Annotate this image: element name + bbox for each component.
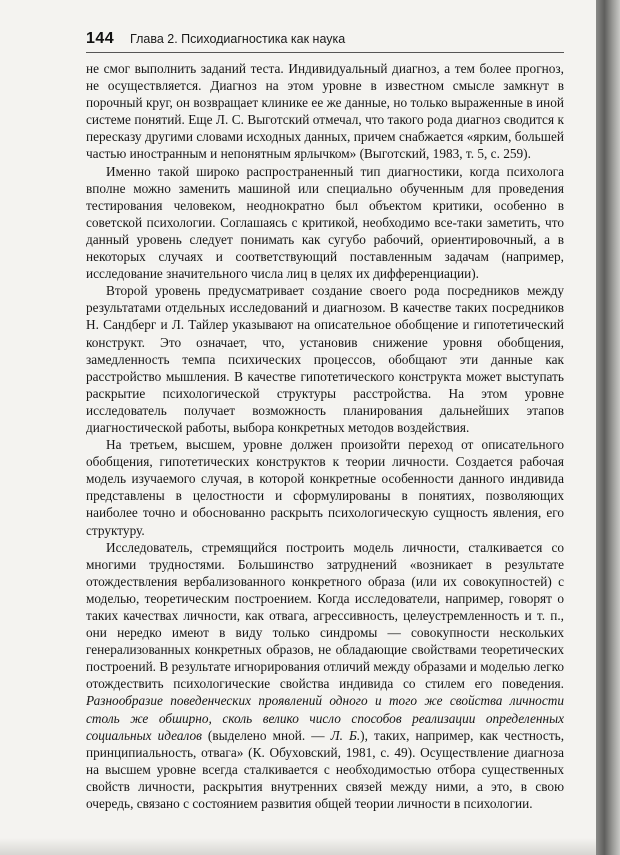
page-header xyxy=(86,30,566,52)
paragraph-3: Второй уровень предусматривает создание своего рода посредников между результатами отдельных исследований и диагнозом. В качестве таких посредников Н. Сандберг и Л. Тайлер указывают на описательное обобщение и гипотетический конструкт. Это означает, что, установив снижение уровня обобщения, замедленность темпа психических процессов, обобщают эти данные как расстройство мышления. В качестве гипотетического конструкта может выступать раскрытие психологической структуры расстройства. На этом уровне исследователь получает возможность планирования дальнейших этапов диагностической работы, выбора конкретных методов воздействия. xyxy=(86,283,564,435)
paragraph-2: Именно такой широко распространенный тип диагностики, когда психолога вполне можно заменить машиной или специально обученным для проведения тестирования человеком, неоднократно был объектом критики, особенно в советской психологии. Соглашаясь с критикой, необходимо все-таки заметить, что данный уровень следует понимать как сугубо рабочий, ориентировочный, а в некоторых случаях и соответствующий поставленным задачам (например, исследование значительного числа лиц в целях их дифференциации). xyxy=(86,163,564,282)
page-number: 144 xyxy=(86,30,115,47)
paragraph-5-text-b: (выделено мной. — xyxy=(201,727,331,743)
paragraph-5-text-a: Исследователь, стремящийся построить модель личности, сталкивается со многими трудностями. Большинство затруднений «возникает в результате отождествления вербализованного конкретного образа (или их совокупностей) с моделью, теоретическим построением. Когда исследователи, например, говорят о таких качествах личности, как отвага, агрессивность, целеустремленность и т. п., они нередко имеют в виду только синдромы — совокупности нескольких генерализованных конкретных образов, не обладающие свойствами теоретических построений. В результате игнорирования отличий между образами и моделью легко отождествить психологические свойства индивида со стилем его поведения. xyxy=(86,539,564,692)
paragraph-5 xyxy=(86,539,564,813)
page-bottom-shading xyxy=(0,838,596,855)
paragraph-5-italic-quote: Разнообразие поведенческих проявлений одного и того же свойства личности столь же обширно, сколь велико число способов реализации определенных социальных идеалов xyxy=(86,693,564,743)
paragraph-4: На третьем, высшем, уровне должен произойти переход от описательного обобщения, гипотетических конструктов к теории личности. Создается рабочая модель изучаемого случая, в которой конкретные особенности данного индивида представлены в целостности и сформулированы в понятиях, позволяющих наиболее точно и обоснованно раскрыть психологическую сущность явления, его структуру. xyxy=(86,437,564,538)
paragraph-5-text-c: ), таких, например, как честность, принципиальность, отвага» (К. Обуховский, 1981, с. 49). Осуществление диагноза на высшем уровне всегда сталкивается с необходимостью отбора существенных свойств личности, раскрытия внутренних связей между ними, а это, в свою очередь, связано с состоянием развития общей теории личности в психологии. xyxy=(86,727,565,812)
running-head: Глава 2. Психодиагностика как наука xyxy=(130,32,346,46)
header-rule xyxy=(86,52,564,53)
paragraph-5-italic-initials: Л. Б. xyxy=(330,727,361,743)
paragraph-1: не смог выполнить заданий теста. Индивидуальный диагноз, а тем более прогноз, не осуществляется. Диагноз на этом уровне в известном смысле замкнут в порочный круг, он возвращает клинике ее же данные, но только выраженные в иной системе понятий. Еще Л. С. Выготский отмечал, что такого рода диагноз сводится к пересказу другими словами исходных данных, причем снабжается «ярким, большей частью иностранным и непонятным ярлычком» (Выготский, 1983, т. 5, с. 259). xyxy=(86,61,564,162)
book-spine-shadow xyxy=(596,0,620,855)
body-text xyxy=(86,60,564,812)
